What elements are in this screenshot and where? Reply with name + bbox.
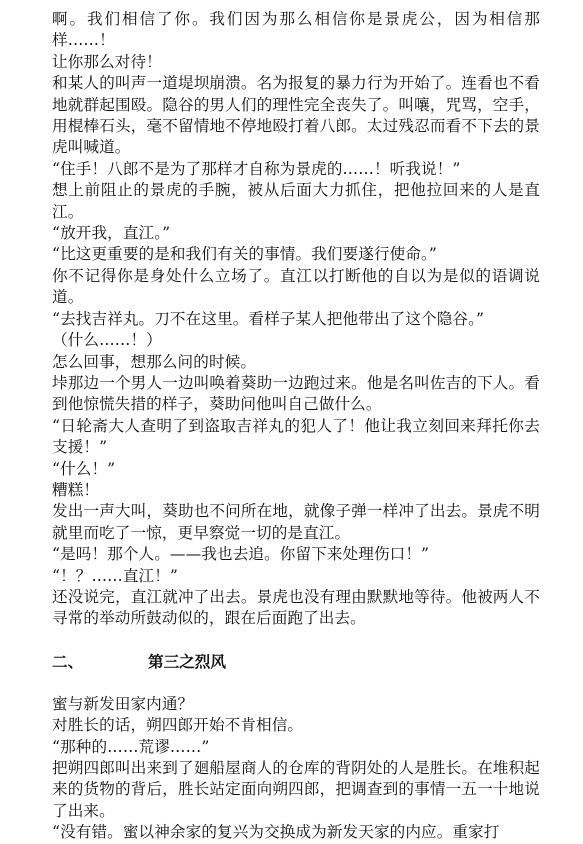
- paragraph: 想上前阻止的景虎的手腕，被从后面大力抓住，把他拉回来的人是直江。: [52, 181, 540, 221]
- paragraph: 让你那么对待！: [52, 52, 162, 71]
- paragraph: “去找吉祥丸。刀不在这里。看样子某人把他带出了这个隐谷。”: [52, 309, 485, 328]
- paragraph: “！？……直江！”: [52, 566, 179, 585]
- paragraph: 蜜与新发田家内通？: [52, 694, 194, 713]
- section-title-text: 第三之烈风: [148, 652, 226, 672]
- paragraph: “比这更重要的是和我们有关的事情。我们要遂行使命。”: [52, 245, 437, 264]
- document-page: [52, 9, 540, 844]
- paragraph: 和某人的叫声一道堤坝崩溃。名为报复的暴力行为开始了。连看也不看地就群起围殴。隐谷的男人们的理性完全丧失了。叫嚷，咒骂，空手，用棍棒石头，毫不留情地不停地殴打着八郎。太过残忍而看不下去的景虎叫喊道。: [52, 74, 540, 157]
- paragraph: “什么！”: [52, 459, 116, 478]
- text-block-after: [52, 694, 540, 844]
- paragraph: 你不记得你是身处什么立场了。直江以打断他的自以为是似的语调说道。: [52, 266, 540, 307]
- paragraph: “日轮斋大人查明了到盗取吉祥丸的犯人了！他让我立刻回来拜托你去支援！”: [52, 416, 540, 457]
- paragraph: 啊。我们相信了你。我们因为那么相信你是景虎公，因为相信那样……！: [52, 10, 540, 50]
- paragraph: 还没说完，直江就冲了出去。景虎也没有理由默默地等待。他被两人不寻常的举动所鼓动似的，跟在后面跑了出去。: [52, 587, 540, 628]
- paragraph: “是吗！那个人。——我也去追。你留下来处理伤口！”: [52, 545, 430, 564]
- section-heading: [52, 630, 540, 694]
- paragraph: 糟糕！: [52, 480, 100, 499]
- paragraph: “放开我，直江。”: [52, 224, 171, 243]
- section-number: 二、: [52, 652, 84, 672]
- paragraph: 怎么回事，想那么问的时候。: [52, 352, 257, 371]
- text-block-before: [52, 9, 540, 630]
- paragraph: “没有错。蜜以神余家的复兴为交换成为新发天家的内应。重家打: [52, 823, 500, 842]
- paragraph: 发出一声大叫，葵助也不问所在地，就像子弹一样冲了出去。景虎不明就里而吃了一惊，更早察觉一切的是直江。: [52, 502, 540, 542]
- paragraph: （什么……！）: [52, 331, 162, 350]
- paragraph: “住手！八郎不是为了那样才自称为景虎的……！听我说！”: [52, 159, 461, 178]
- paragraph: 垰那边一个男人一边叫唤着葵助一边跑过来。他是名叫佐吉的下人。看到他惊慌失措的样子，葵助问他叫自己做什么。: [52, 373, 540, 414]
- paragraph: “那种的……荒谬……”: [52, 737, 210, 756]
- paragraph: 把朔四郎叫出来到了廻船屋商人的仓库的背阴处的人是胜长。在堆积起来的货物的背后，胜长站定面向朔四郎，把调查到的事情一五一十地说了出来。: [52, 759, 540, 820]
- paragraph: 对胜长的话，朔四郎开始不肯相信。: [52, 716, 304, 735]
